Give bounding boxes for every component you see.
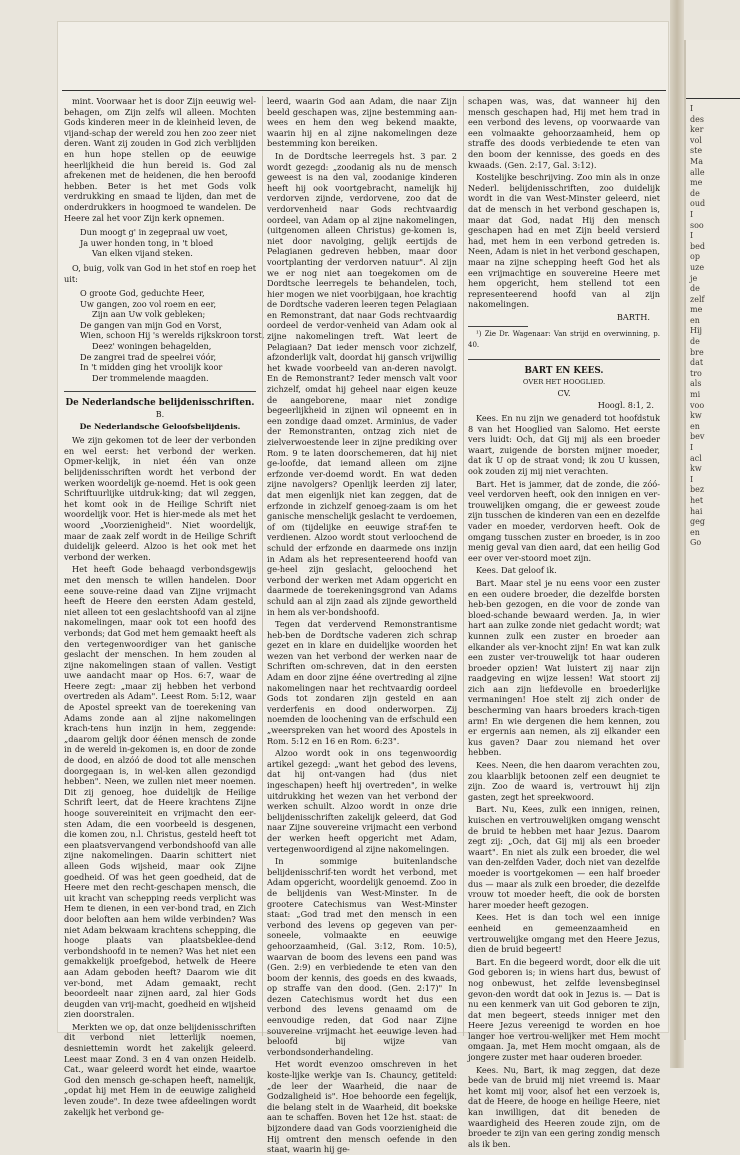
adjacent-fragment-line: de	[690, 337, 700, 347]
footnote-rule	[468, 326, 528, 327]
poem-line: Zijn aan Uw volk gebleken;	[92, 309, 206, 320]
paragraph: Bart. Het is jammer, dat de zonde, die zóó-veel verdorven heeft, ook den innigen en ver-trouwelijken omgang, die er geweest zoude zijn tusschen de kinderen van een en dezelfde vader en moeder, verdorven heeft. Ook de omgang tusschen zuster en broeder, is in zoo menig geval van dien aard, dat een heilig God eer over ver-stoord moet zijn.	[468, 478, 660, 563]
adjacent-fragment-line: bre	[690, 347, 704, 357]
paragraph: Bart. Nu, Kees, zulk een innigen, reinen, kuischen en vertrouwelijken omgang wenscht de bruid te hebben met haar Jezus. Daarom zegt zij: „Och, dat Gij mij als een broeder waart". En niet als zulk een broeder, die wel van den-zelfden Vader, doch niet van dezelfde moeder is voortgekomen — een half broeder dus — maar als zulk een broeder, die dezelfde vrouw tot moeder heeft, die ook de borsten harer moeder heeft gezogen.	[468, 804, 660, 910]
poem-line: De zangrei trad de speelrei vóór,	[80, 351, 217, 362]
adjacent-fragment-line: me	[690, 305, 703, 315]
adjacent-fragment-line: geg	[690, 517, 705, 527]
paragraph: Het heeft Gode behaagd verbondsgewijs met den mensch te willen handelen. Door eene souve-reine daad van Zijne vrijmacht heeft de Heere den eersten Adam gesteld, niet alleen tot een geslachtshoofd van al zijne nakomelingen, maar ook tot een hoofd des verbonds; dat God met hem gemaakt heeft als den vertegenwoordiger van het ganische geslacht der menschen. In hem zouden al zijne nakomelingen staan of vallen. Vestigt uwe aandacht maar op Hos. 6:7, waar de Heere zegt: „maar zij hebben het verbond overtreden als Adam". Leest Rom. 5:12, waar de Apostel spreekt van de toerekening van Adams zonde aan al zijne nakomelingen krach-tens hun inzijn in hem, zeggende: „daarom gelijk door éénen mensch de zonde in de wereld in-gekomen is, en door de zonde de dood, en alzóó de dood tot alle menschen doorgegaan is, in wel-ken allen gezondigd hebben". Neen, we zullen niet meer noemen. Dit zij genoeg, hoe duidelijk de Heilige Schrift leert, dat de Heere krachtens Zijne hooge souvereiniteit en vrijmacht den eer-sten Adam, die een voorbeeld is desgenen, die komen zou, n.l. Christus, gesteld heeft tot een plaatsvervangend verbondshoofd van alle zijne nakomelingen. Daarin schittert niet alleen Gods wijsheid, maar ook Zijne goedheid. Of was het geen goedheid, dat de Heere met den recht-geschapen mensch, die uit kracht van schepping reeds verplicht was Hem te dienen, in een ver-bond trad, en Zich door beloften aan hem wilde verbinden? Was niet Adam bekwaam krachtens schepping, die hooge plaats van plaatsbeklee-dend verbondshoofd in te nemen? Was het niet een gemakkelijk proefgebod, hetwelk de Heere aan Adam geboden heeft? Daarom wie dit ver-bond, met Adam gemaakt, recht beoordeelt naar zijnen aard, zal hier Gods deugden van vrij-macht, goedheid en wijsheid zien doorstralen.	[64, 564, 257, 1020]
adjacent-fragment-line: bev	[690, 432, 705, 442]
paragraph: Bart. En die begeerd wordt, door elk die uit God geboren is; in wiens hart dus, bewust of nog onbewust, het zelfde levensbeginsel gevon-den wordt dat ook in Jezus is. — Dat is nu een kenmerk van uit God geboren te zijn, dat men begeert, steeds inniger met den Heere Jezus vereenigd te worden en hoe langer hoe vertrou-welijker met Hem mocht omgaan. Ja, met Hem mocht omgaan, als de jongere zuster met haar ouderen broeder.	[468, 956, 660, 1063]
paragraph: Kees. Nu, Bart, ik mag zeggen, dat deze bede van de bruid mij niet vreemd is. Maar het komt mij voor, alsof het een verzoek is, dat de Heere, de hooge en heilige Heere, niet kan inwilligen, dat dit beneden de waardigheid des Heeren zoude zijn, om de broeder te zijn van een gering zondig mensch als ik ben.	[468, 1064, 660, 1149]
adjacent-fragment-line: en	[690, 421, 700, 431]
poem-stanza-2	[80, 288, 265, 383]
paragraph: Kostelijke beschrijving. Zoo min als in onze Nederl. belijdenisschriften, zoo duidelijk wordt in die van West-Minster geleerd, niet dat de mensch in het verbond geschapen is, maar dat God, nadat Hij den mensch geschapen had en met Zijn beeld versierd had, met hem in een verbond getreden is. Neen, Adam is niet in het verbond geschapen, maar na zijne schepping heeft God het als een vrijmachtige en souvereine Heere met hem opgericht, hem stellend tot een representeerend hoofd van al zijn nakomelingen.	[468, 172, 660, 310]
adjacent-fragment-line: en	[690, 315, 700, 325]
footnote: ¹) Zie Dr. Wagenaar: Van strijd en overwinning, p. 40.	[468, 330, 660, 350]
adjacent-fragment-line: me	[690, 178, 703, 188]
adjacent-fragment-line: je	[690, 273, 698, 283]
column-2	[262, 96, 457, 1155]
paragraph: mint. Voorwaar het is door Zijn eeuwig wel-behagen, om Zijn zelfs wil alleen. Mochten Gods kinderen meer in de kleinheid leven, de vijand-schap der wereld zou hen zoo zeer niet deren. Want zij zouden in God zich verblijden en hun hope stellen op de eeuwige heerlijkheid die hun bereid is. God zal afrekenen met de heidenen, die hen beroofd hebben. Beter is het met Gods volk verdrukking en smaad te lijden, dan met de onderdrukkers in hoogmoed te wandelen. De Heere zal het voor Zijn kerk opnemen.	[64, 96, 256, 223]
paragraph: In de Dordtsche leerregels hst. 3 par. 2 wordt gezegd: „zoodanig als nu de mensch geweest is na den val, zoodanige kinderen heeft hij ook voortgebracht, namelijk hij verdorven zijnde, verdorvene, zoo dat de verdorvenheid naar Gods rechtvaardig oordeel, van Adam op al zijne nakomelingen, (uitgenomen alleen Christus) ge-komen is, niet door navolging, gelijk eertijds de Pelagianen gedreven hebben, maar door voortplanting der verdorven natuur". Al zijn we er nog niet aan toegekomen om de Dordtsche leerregels te behandelen, toch, hier mogen we niet voorbijgaan, hoe krachtig de Dordtsche vaderen leeren tegen Pelagiaan en Remonstrant, dat naar Gods rechtvaardig oordeel de verdor-venheid van Adam ook al zijne nakomelingen treft. Wat leert de Pelagiaan? Dat ieder mensch voor zichzelf, afzonderlijk valt, doordat hij gansch vrijwillig het kwade voorbeeld van an-deren navolgt. En de Remonstrant? Ieder mensch valt voor zichzelf, omdat hij geheel naar eigen keuze de aangeborene, maar niet zondige begeerlijkheid in zijnen wil opneemt en in een zondige daad omzet. Arminius, de vader der Remonstranten, ontzag zich niet de zielverwoestende leer in zijne prediking over Rom. 9 te laten doorschemeren, dat hij niet ge-loofde, dat iemand alleen om zijne erfzonde ver-doemd wordt. En wat deden zijne navolgers? Openlijk leerden zij later, dat men eigenlijk niet kan zeggen, dat de erfzonde in zichzelf genoeg-zaam is om het ganische menschelijk geslacht te verdoemen, of om (tijdelijke en eeuwige straf-fen te verdienen. Alzoo wordt stout verloochend de schuld der erfzonde en daarmede ons inzijn in Adam als het representeerend hoofd van ge-heel zijn geslacht, geloochend het verbond der werken met Adam opgericht en daarmede de toerekeningsgrond van Adams schuld aan al zijn zaad als zijnde gewortheld in hem als ver-bondshoofd.	[267, 150, 457, 617]
column-1	[64, 96, 265, 1117]
adjacent-fragment-line: Hij	[690, 326, 703, 336]
adjacent-fragment-line: Ma	[690, 156, 703, 166]
adjacent-fragment-line: op	[690, 252, 700, 262]
paragraph: Bart. Maar stel je nu eens voor een zuster en een oudere broeder, die dezelfde borsten heb-ben gezogen, en die voor de zonde van bloed-schande bewaard werden. Ja, in wier hart aan zulke zonde niet gedacht wordt; wat kunnen zulk een zuster en broeder aan elkander als ver-knocht zijn! En wat kan zulk een zuster ver-trouwelijk tot haar ouderen broeder opzien! Wat luistert zij naar zijn raadgeving en wijze lessen! Wat stoort zij zich aan zijn liefdevolle en broederlijke vermaningen! Hoe stelt zij zich onder de bescherming van haars broeders krach-tigen arm! En wie dergenen die hem kennen, zou er ergernis aan nemen, als zij elkander een kus gaven? Daar zou niemand het over hebben.	[468, 577, 660, 758]
scripture-reference: Hoogl. 8:1, 2.	[597, 400, 654, 411]
poem-line: Dun moogt g' in zegepraal uw voet,	[80, 227, 228, 238]
paragraph: O, buig, volk van God in het stof en roep het uit:	[64, 262, 256, 284]
adjacent-fragment-line: des	[690, 114, 704, 124]
adjacent-fragment-line: bed	[690, 241, 705, 251]
paragraph: Kees. Dat geloof ik.	[476, 565, 557, 576]
poem-stanza-1	[80, 227, 256, 259]
section-title: De Nederlandsche belijdenisschriften.	[65, 398, 255, 409]
adjacent-fragment-line: kw	[690, 411, 702, 421]
author-signature: BARTH.	[616, 311, 650, 322]
paragraph: Kees. Het is dan toch wel een innige eenheid en gemeenzaamheid en vertrouwelijke omgang met den Heere Jezus, dien de bruid begeert!	[468, 912, 660, 955]
article-number: CV.	[557, 388, 571, 398]
adjacent-fragment-line: als	[690, 379, 702, 389]
adjacent-fragment-line: alle	[690, 167, 705, 177]
poem-line: O groote God, geduchte Heer,	[80, 288, 205, 299]
paragraph: In sommige buitenlandsche belijdenisschrif-ten wordt het verbond, met Adam opgericht, woordelijk genoemd. Zoo in de belijdenis van West-Minster. In de grootere Catechismus van West-Minster staat: „God trad met den mensch in een verbond des levens op gegeven van per-soneele, volmaakte en eeuwige gehoorzaamheid, (Gal. 3:12, Rom. 10:5), waarvan de boom des levens een pand was (Gen. 2:9) en verbiedende te eten van den boom der kennis, des goeds en des kwaads, op straffe van den dood. (Gen. 2:17)" In dezen Catechismus wordt het dus een verbond des levens genaamd om de eenvoudige reden, dat God naar Zijne souvereine vrijmacht het eeuwige leven had beloofd bij wijze van verbondsonderhandeling.	[267, 856, 457, 1057]
adjacent-fragment-line: I	[690, 104, 694, 113]
adjacent-header-rule	[686, 98, 740, 99]
poem-line: De gangen van mijn God en Vorst,	[80, 319, 222, 330]
adjacent-fragment-line: I	[690, 231, 694, 241]
adjacent-fragment-line: dat	[690, 358, 704, 368]
adjacent-fragment-line: I	[690, 474, 694, 484]
section-divider	[64, 391, 256, 392]
adjacent-fragment-line: uze	[690, 262, 705, 272]
article-title: BART EN KEES.	[524, 365, 604, 376]
adjacent-fragment-line: tro	[690, 368, 702, 378]
paragraph: Kees. Neen, die hen daarom verachten zou, zou klaarblijk betoonen zelf een deugniet te zijn. Zoo de waard is, vertrouwt hij zijn gasten, zegt het spreekwoord.	[468, 760, 660, 802]
poem-line: Ja uwer honden tong, in 't bloed	[80, 237, 214, 248]
section-subtitle: De Nederlandsche Geloofsbelijdenis.	[79, 421, 241, 431]
adjacent-fragment-line: het	[690, 495, 704, 505]
adjacent-fragment-line: ker	[690, 125, 704, 135]
section-divider	[468, 359, 660, 360]
adjacent-fragment-line: Go	[690, 538, 702, 548]
adjacent-fragment-line: acl	[690, 453, 702, 463]
poem-line: Der trommelende maagden.	[92, 372, 209, 383]
paragraph: Kees. En nu zijn we genaderd tot hoofdstuk 8 van het Hooglied van Salomo. Het eerste vers luidt: Och, dat Gij mij als een broeder waart, zuigende de borsten mijner moeder, dat ik U op de straat vond; ik zou U kussen, ook zouden zij mij niet verachten.	[468, 413, 660, 476]
header-rule	[62, 90, 666, 91]
paragraph: schapen was, was, dat wanneer hij den mensch geschapen had, Hij met hem trad in een verbond des levens, op voorwaarde van een volmaakte gehoorzaamheid, hem op straffe des doods verbiedende te eten van den boom der kennisse, des goeds en des kwaads. (Gen. 2:17, Gal. 3:12).	[468, 96, 660, 170]
poem-line: Deez' woningen behagelden,	[92, 341, 212, 352]
article-subtitle: OVER HET HOOGLIED.	[522, 378, 606, 387]
paragraph: Het wordt evenzoo omschreven in het koste-lijke werkje van Is. Chauncy, getiteld: „de leer der Waarheid, die naar de Godzaligheid is". Hoe behoorde een fegelijk, die belang stelt in de Waarheid, dit boekske aan te schaffen. Boven het 12e hst. staat: de bijzondere daad van Gods voorzienigheid die Hij omtrent den mensch oefende in den staat, waarin hij ge-	[267, 1059, 457, 1155]
paragraph: Alzoo wordt ook in ons tegenwoordig artikel gezegd: „want het gebod des levens, dat hij ont-vangen had (dus niet ingeschapen) heeft hij overtreden", in welke uitdrukking het wezen van het verbond der werken schuilt. Alzoo wordt in onze drie belijdenisschriften zakelijk geleerd, dat God naar Zijne souvereine vrijmacht een verbond der werken heeft opgericht met Adam, vertegenwoordigend al zijne nakomelingen.	[267, 748, 457, 854]
adjacent-fragment-line: mi	[690, 390, 701, 400]
poem-line: Uw gangen, zoo vol roem en eer,	[80, 298, 217, 309]
paragraph: Merkten we op, dat onze belijdenisschriften dit verbond niet letterlijk noemen, desniettemin wordt het zakelijk geleerd. Leest maar Zond. 3 en 4 van onzen Heidelb. Cat., waar geleerd wordt het einde, waartoe God den mensch ge-schapen heeft, namelijk, „opdat hij met Hem in de eeuwige zaligheid leven zoude". In deze twee afdeelingen wordt zakelijk het verbond ge-	[64, 1021, 256, 1117]
adjacent-fragment-line: de	[690, 188, 700, 198]
adjacent-fragment-line: voo	[690, 400, 705, 410]
adjacent-fragment-line: I	[690, 443, 694, 452]
adjacent-fragment-line: kw	[690, 464, 702, 474]
section-letter: B.	[155, 410, 165, 420]
page-fold	[670, 0, 684, 1068]
adjacent-fragment-line: oud	[690, 199, 706, 209]
poem-line: Van elken vijand steken.	[92, 248, 193, 259]
poem-line: Wien, schoon Hij 's werelds rijkskroon torst,	[80, 330, 265, 341]
adjacent-fragment-line: hai	[690, 506, 703, 516]
paragraph: leerd, waarin God aan Adam, die naar Zijn beeld geschapen was, zijne bestemming aan-wees en hem den weg bekend maakte, waarin hij en al zijne nakomelingen deze bestemming kon bereiken.	[267, 96, 457, 149]
adjacent-page-fragments	[690, 104, 736, 549]
adjacent-fragment-line: vol	[690, 135, 702, 145]
paragraph: We zijn gekomen tot de leer der verbonden en wel eerst: het verbond der werken. Opmer-kelijk, in niet één van onze belijdenisschriften wordt het verbond der werken woordelijk ge-noemd. Het is ook geen Schriftuurlijke uitdruk-king; dat wil zeggen, het komt ook in de Heilige Schrift niet woordelijk voor. Het is hier-mede als met het woord „Voorzienigheid". Niet woordelijk, maar de zaak zelf wordt in de Heilige Schrift duidelijk geleerd. Alzoo is het ook met het verbond der werken.	[64, 435, 256, 562]
adjacent-fragment-line: soo	[690, 220, 704, 230]
column-3	[463, 96, 660, 1149]
adjacent-page-strip	[684, 40, 740, 1040]
adjacent-fragment-line: de	[690, 284, 700, 294]
paragraph: Tegen dat verdervend Remonstrantisme heb-ben de Dordtsche vaderen zich schrap gezet en in klare en duidelijke woorden het wezen van het verbond der werken naar de Schriften om-schreven, dat in den eersten Adam en door zijne ééne overtreding al zijne nakomelingen naar het rechtvaardig oordeel Gods tot zondaren zijn gesteld en aan verderfenis en dood onderworpen. Zij noemden de loochening van de erfschuld een „weerspreken van het woord des Apostels in Rom. 5:12 en 16 en Rom. 6:23".	[267, 619, 457, 746]
adjacent-fragment-line: ste	[690, 146, 703, 156]
adjacent-fragment-line: en	[690, 527, 700, 537]
adjacent-fragment-line: zelf	[690, 294, 705, 304]
adjacent-fragment-line: bez	[690, 485, 705, 495]
adjacent-fragment-line: I	[690, 209, 694, 219]
poem-line: In 't midden ging het vroolijk koor	[80, 362, 223, 373]
